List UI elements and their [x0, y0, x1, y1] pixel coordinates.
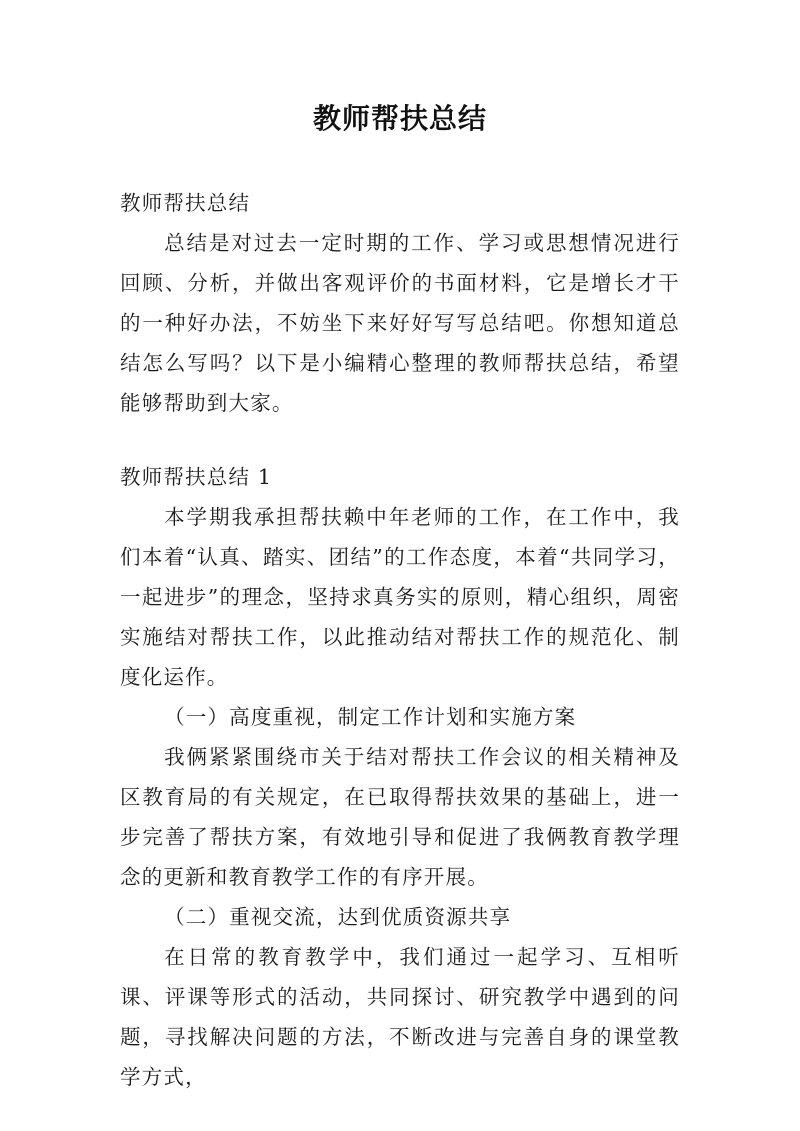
- intro-label: 教师帮扶总结: [120, 191, 251, 215]
- document-body: [120, 183, 680, 1097]
- section-heading: 教师帮扶总结 1: [120, 465, 273, 489]
- sub-heading-2: （二）重视交流，达到优质资源共享: [164, 905, 512, 929]
- document-title: 教师帮扶总结: [312, 102, 487, 135]
- section-paragraph-1: 本学期我承担帮扶赖中年老师的工作，在工作中，我们本着“认真、踏实、团结”的工作态度，本着“共同学习，一起进步”的理念，坚持求真务实的原则，精心组织，周密实施结对帮扶工作，以此推动结对帮扶工作的规范化、制度化运作。: [120, 505, 680, 689]
- section-paragraph-2: 我俩紧紧围绕市关于结对帮扶工作会议的相关精神及区教育局的有关规定，在已取得帮扶效果的基础上，进一步完善了帮扶方案，有效地引导和促进了我俩教育教学理念的更新和教育教学工作的有序开展。: [120, 745, 680, 889]
- sub-heading-1: （一）高度重视，制定工作计划和实施方案: [164, 705, 577, 729]
- section-paragraph-3: 在日常的教育教学中，我们通过一起学习、互相听课、评课等形式的活动，共同探讨、研究教学中遇到的问题，寻找解决问题的方法，不断改进与完善自身的课堂教学方式，: [120, 945, 680, 1089]
- intro-paragraph: 总结是对过去一定时期的工作、学习或思想情况进行回顾、分析，并做出客观评价的书面材料，它是增长才干的一种好办法，不妨坐下来好好写写总结吧。你想知道总结怎么写吗？以下是小编精心整理的教师帮扶总结，希望能够帮助到大家。: [120, 231, 680, 415]
